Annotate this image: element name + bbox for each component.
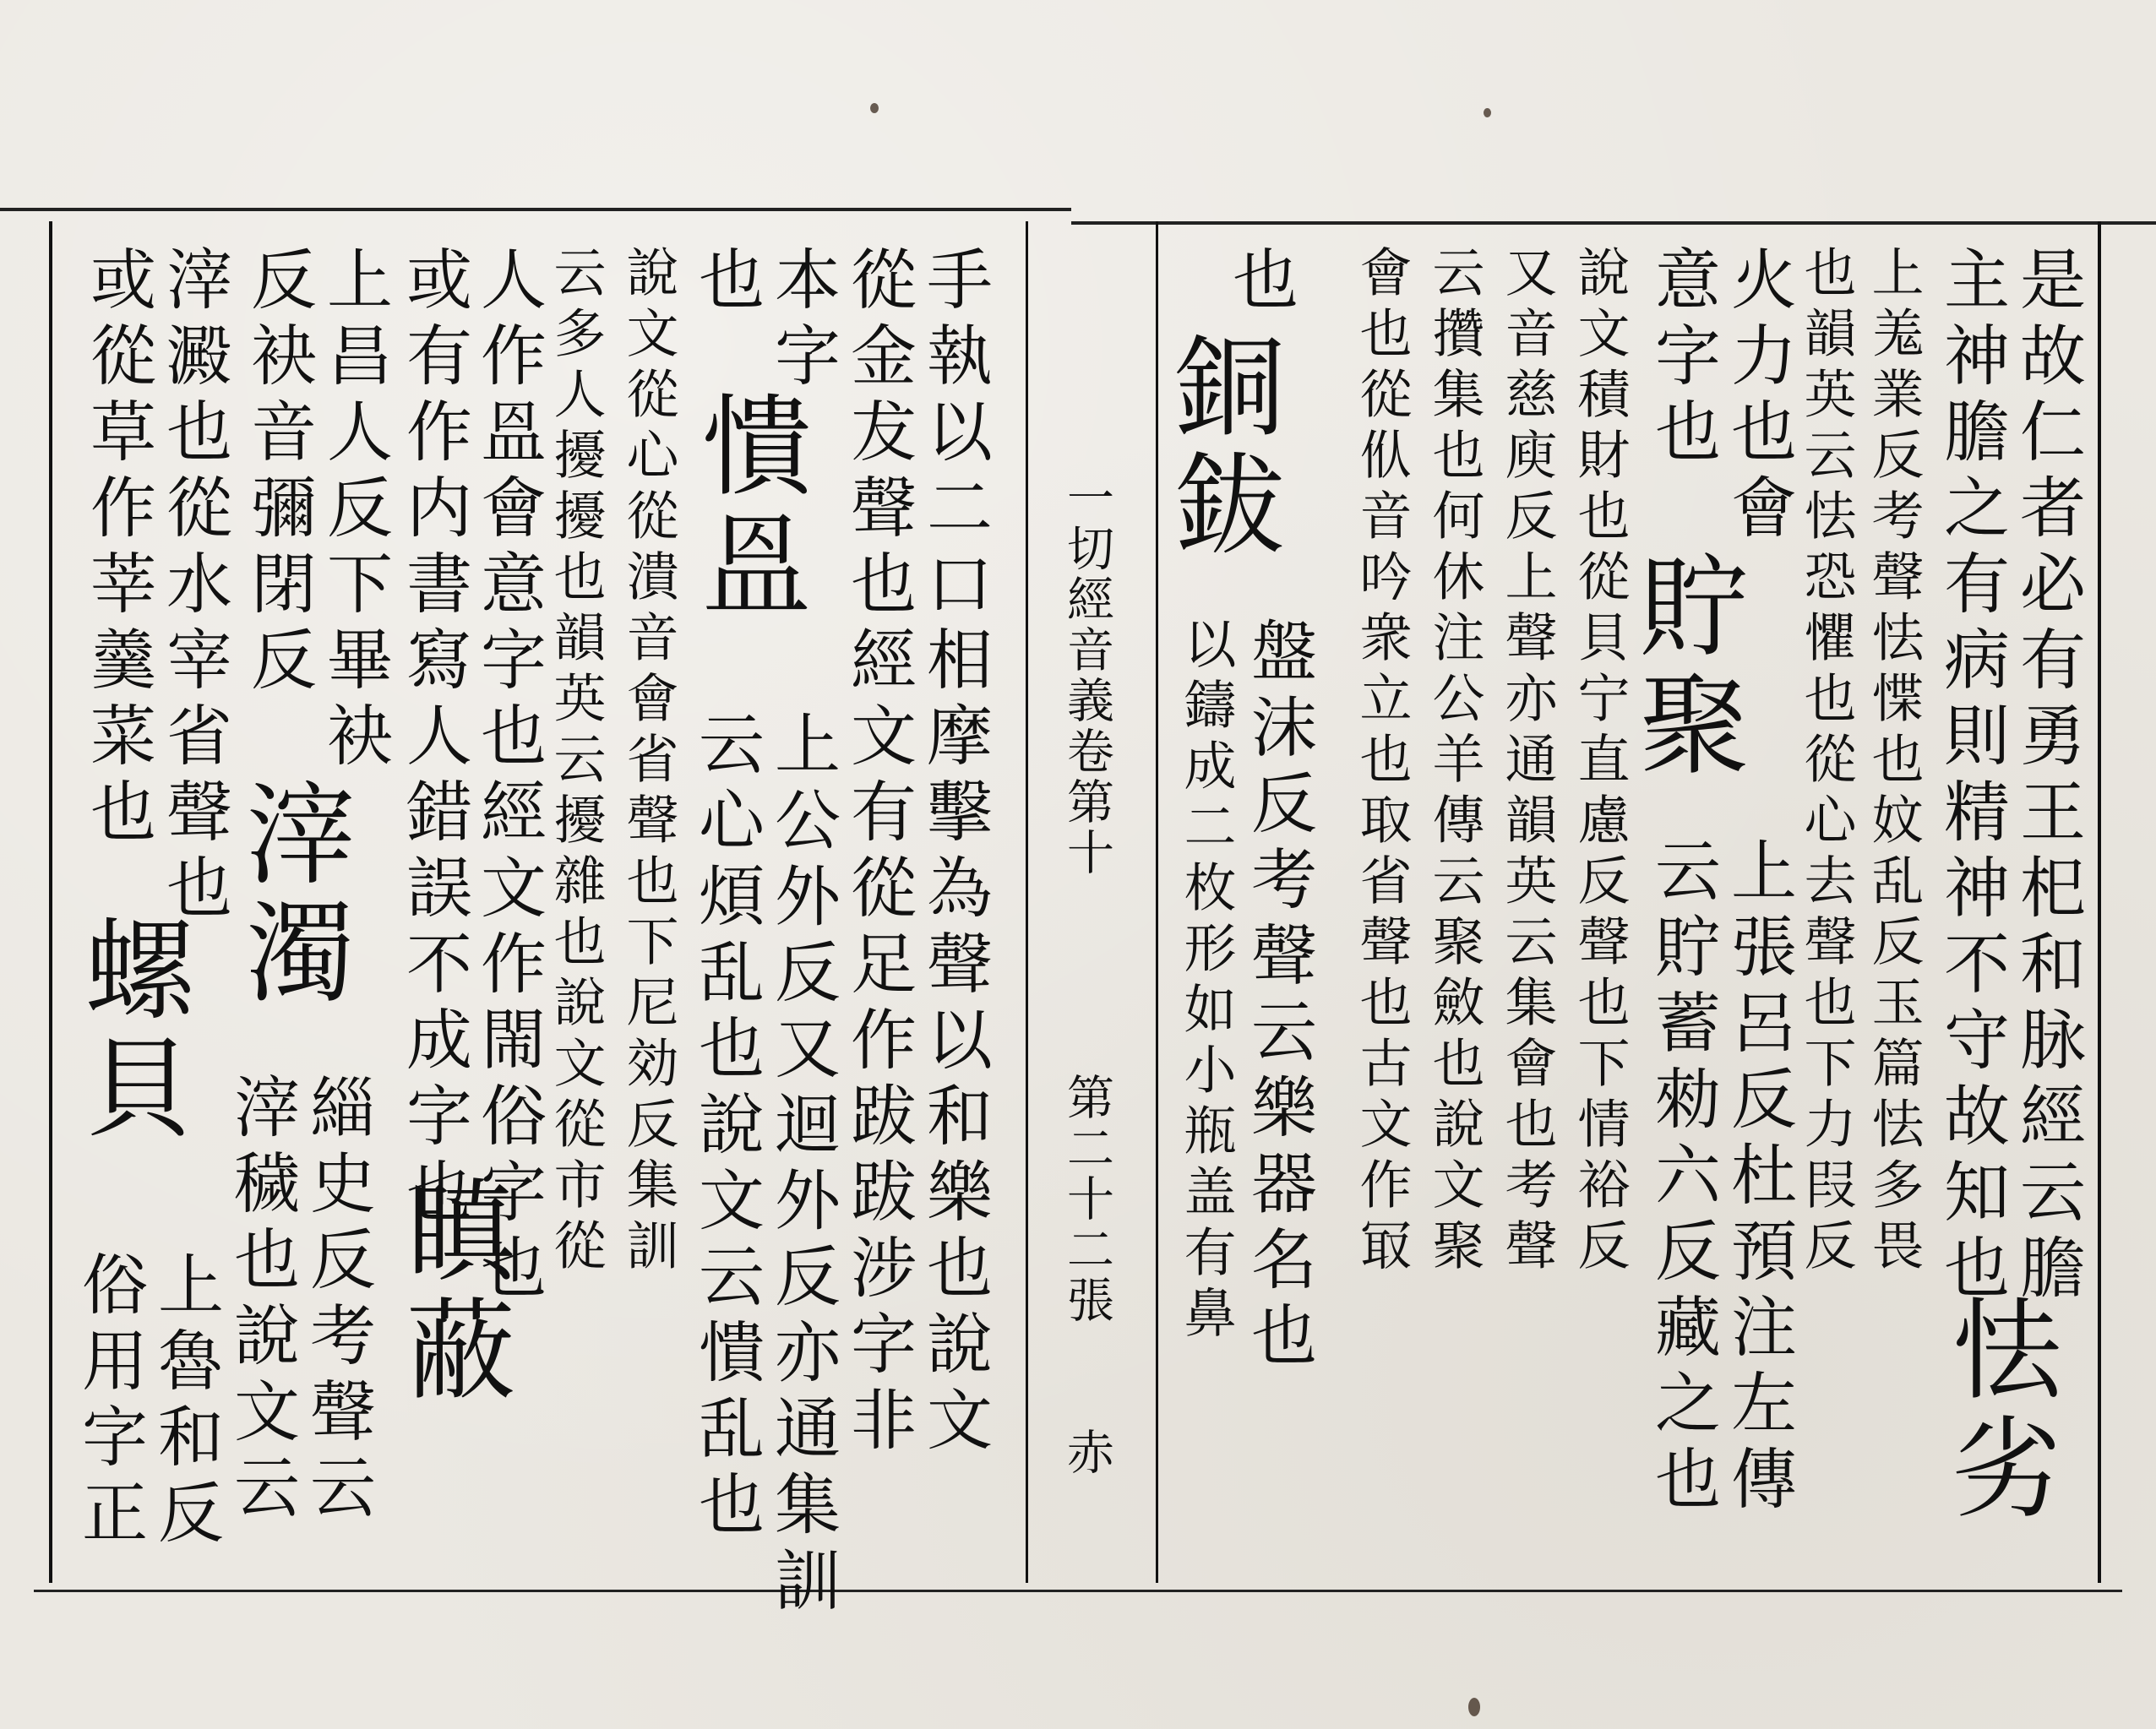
headword: 怯劣	[1934, 1292, 2062, 1529]
annotation: 上魯和反	[147, 1250, 223, 1554]
text-column: 也	[1222, 245, 1298, 321]
annotation: 云心煩乱也說文云憒乱也	[688, 710, 764, 1546]
text-column: 本字	[764, 245, 840, 397]
bottom-rule	[34, 1590, 2122, 1592]
annotation: 以鑄成二枚形如小瓶盖有鼻	[1175, 617, 1237, 1346]
text-column: 滓澱也從水宰省聲也	[155, 245, 231, 929]
text-column: 會也從㐺音吟衆立也取省聲也古文作冣	[1351, 245, 1413, 1279]
annotation: 盤沫反考聲云樂器名也	[1240, 617, 1316, 1377]
text-column: 人作𥁕會意字也經文作閙俗字也	[470, 245, 546, 1309]
headword: 滓濁	[227, 777, 356, 1014]
text-column: 手執以二口相摩擊為聲以和樂也說文	[916, 245, 992, 1461]
edition-mark: 赤	[1059, 1427, 1114, 1478]
text-column: 上羗業反考聲怯惵也妏乱反玉篇怯多畏	[1863, 245, 1925, 1279]
annotation: 緇史反考聲云	[299, 1073, 375, 1529]
book-title: 一切經音義卷第十	[1059, 473, 1114, 878]
text-column: 意字也	[1644, 245, 1720, 473]
headword: 銅鈸	[1157, 329, 1285, 566]
annotation: 上張呂反杜預注左傳	[1720, 836, 1796, 1520]
headword: 瞋蔽	[388, 1174, 516, 1411]
annotation: 上公外反又迴外反亦通集訓	[764, 710, 840, 1622]
text-column: 或有作内書寫人錯誤不成字也	[395, 245, 471, 1233]
headword: 憒𥁕	[683, 389, 812, 625]
text-column: 說文從心從潰音會省聲也下尼効反集訓	[618, 245, 679, 1279]
text-column: 又音慈庾反上聲亦通韻英云集會也考聲	[1496, 245, 1558, 1279]
text-column: 說文積財也從貝宁直慮反聲也下情裕反	[1569, 245, 1631, 1279]
annotation: 云貯蓄勑六反藏之也	[1644, 836, 1720, 1520]
text-column: 或從草作莘羹菜也	[79, 245, 155, 853]
headword: 貯聚	[1621, 549, 1750, 786]
annotation: 滓穢也說文云	[223, 1073, 299, 1529]
text-column: 也	[688, 245, 764, 321]
text-column: 上昌人反下畢袂	[316, 245, 392, 777]
text-column: 主神膽之有病則精神不守故知也	[1933, 245, 2009, 1309]
top-rule-left	[0, 208, 1071, 211]
text-column: 云攢集也何休注公羊傳云聚斂也說文聚	[1424, 245, 1485, 1279]
text-column: 也韻英云怯恐懼也從心去聲也下力叚反	[1795, 245, 1857, 1279]
text-column: 是故仁者必有勇王𣏌和脉經云膽	[2009, 245, 2085, 1309]
text-column: 從金犮聲也經文有從足作跋跋涉字非	[840, 245, 916, 1461]
headword: 螺貝	[67, 912, 195, 1149]
ink-spot	[1468, 1698, 1480, 1716]
text-column: 云多人擾擾也韻英云擾雜也說文從市從	[545, 245, 607, 1279]
ink-spot	[870, 103, 879, 113]
ink-spot	[1484, 108, 1491, 117]
sheet-number: 第二十二張	[1059, 1073, 1114, 1326]
text-column: 反袂音彌閉反	[240, 245, 316, 701]
annotation: 俗用字正	[71, 1250, 147, 1554]
text-column: 火力也會	[1720, 245, 1796, 549]
